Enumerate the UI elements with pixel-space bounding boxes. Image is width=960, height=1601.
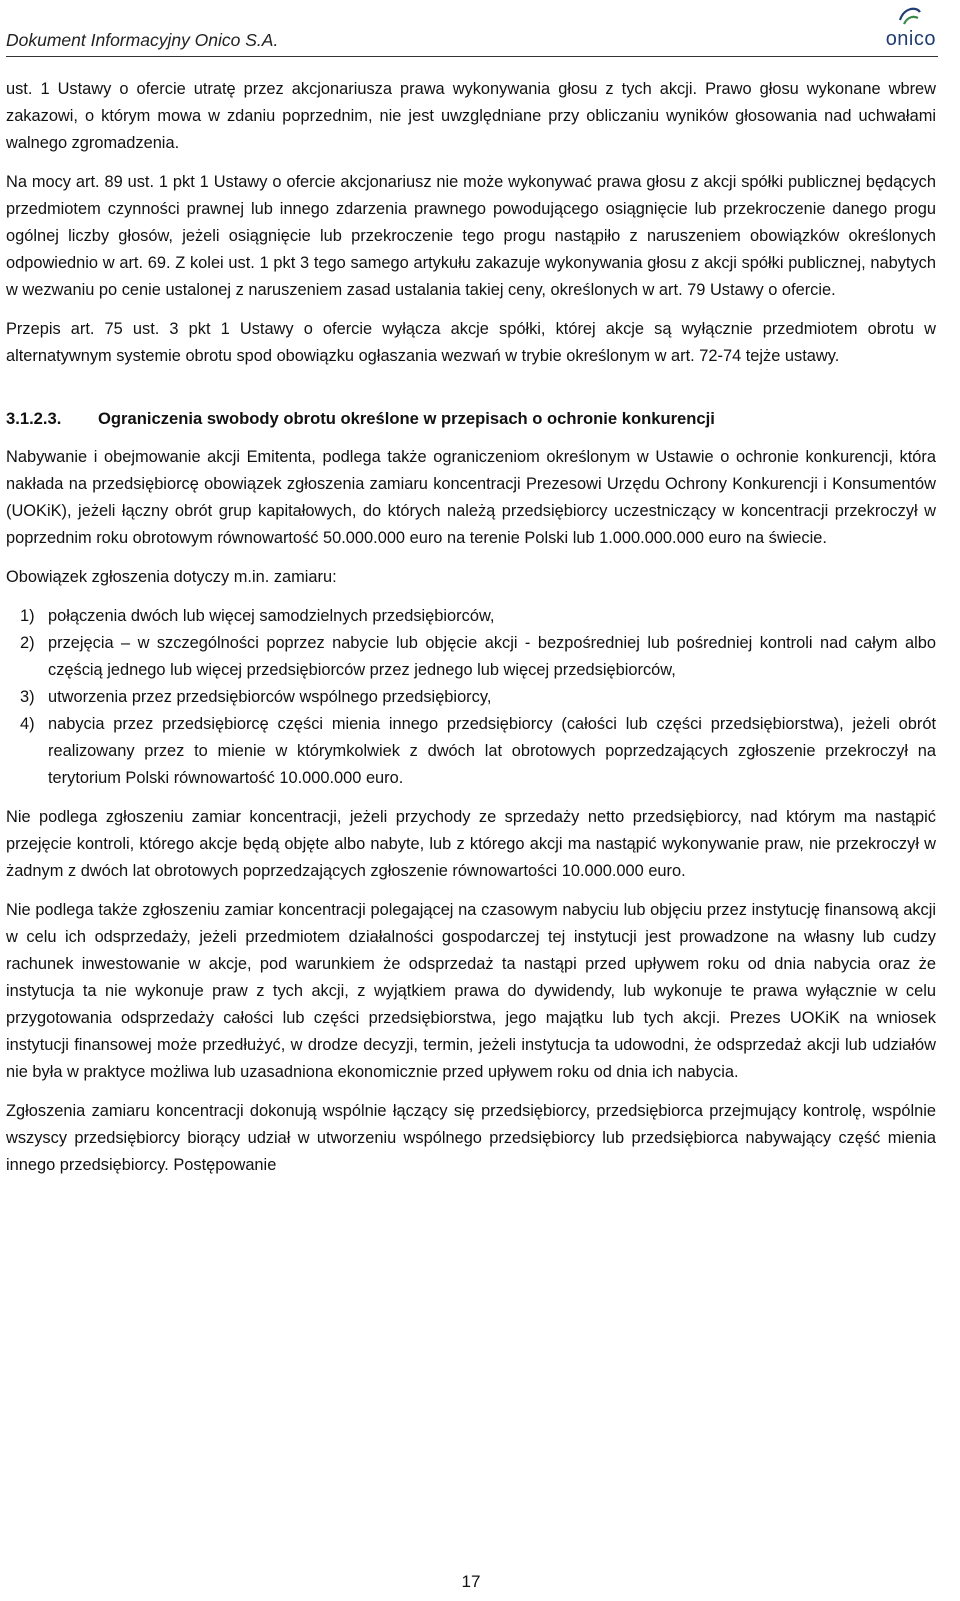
list-item (6, 684, 936, 711)
logo-text: onico (885, 28, 936, 50)
section-heading (6, 405, 936, 432)
logo-swirl-icon (896, 4, 924, 28)
list-item-text: przejęcia – w szczególności poprzez nabycie lub objęcie akcji - bezpośredniej lub pośredniej kontroli nad całym albo częścią jednego lub więcej przedsiębiorców przez jednego lub więcej przedsiębiorców, (48, 634, 936, 679)
paragraph: Obowiązek zgłoszenia dotyczy m.in. zamiaru: (6, 568, 337, 586)
paragraph: Nie podlega także zgłoszeniu zamiar koncentracji polegającej na czasowym nabyciu lub objęciu przez instytucję finansową akcji w celu ich odsprzedaży, jeżeli przedmiotem działalności gospodarczej tej instytucji jest prowadzone na własny lub cudzy rachunek inwestowanie w akcje, pod warunkiem że odsprzedaż ta nastąpi przed upływem roku od dnia nabycia oraz że instytucja ta nie wykonuje praw z tych akcji, z wyjątkiem prawa do dywidendy, lub wykonuje te prawa wyłącznie w celu przygotowania odsprzedaży całości lub części przedsiębiorstwa, jego majątku lub tych akcji. Prezes UOKiK na wniosek instytucji finansowej może przedłużyć, w drodze decyzji, termin, jeżeli instytucja ta udowodni, że odsprzedaż akcji lub udziałów nie była w praktyce możliwa lub uzasadniona ekonomicznie przed upływem roku od dnia ich nabycia. (6, 901, 936, 1081)
paragraph: Na mocy art. 89 ust. 1 pkt 1 Ustawy o ofercie akcjonariusz nie może wykonywać prawa głosu z akcji spółki publicznej będących przedmiotem czynności prawnej lub innego zdarzenia prawnego powodującego osiągnięcie lub przekroczenie danego progu ogólnej liczby głosów, jeżeli osiągnięcie lub przekroczenie tego progu nastąpiło z naruszeniem obowiązków określonych odpowiednio w art. 69. Z kolei ust. 1 pkt 3 tego samego artykułu zakazuje wykonywania głosu z akcji spółki publicznej, nabytych w wezwaniu po cenie ustalonej z naruszeniem zasad ustalania takiej ceny, określonych w art. 79 Ustawy o ofercie. (6, 173, 936, 299)
section-number: 3.1.2.3. (6, 409, 62, 428)
list-item-text: połączenia dwóch lub więcej samodzielnych przedsiębiorców, (48, 607, 495, 625)
section-title: Ograniczenia swobody obrotu określone w przepisach o ochronie konkurencji (98, 409, 715, 428)
document-title: Dokument Informacyjny Onico S.A. (6, 30, 279, 50)
list-item (6, 711, 936, 792)
numbered-list (6, 603, 936, 792)
list-item (6, 630, 936, 684)
document-body (6, 76, 936, 1191)
list-item-number: 3) (20, 688, 35, 706)
list-item-text: nabycia przez przedsiębiorcę części mienia innego przedsiębiorcy (całości lub części przedsiębiorstwa), jeżeli obrót realizowany przez to mienie w którymkolwiek z dwóch lat obrotowych poprzedzających zgłoszenie przekroczył na terytorium Polski równowartość 10.000.000 euro. (48, 715, 936, 787)
page-header (6, 0, 938, 57)
paragraph: Przepis art. 75 ust. 3 pkt 1 Ustawy o ofercie wyłącza akcje spółki, której akcje są wyłącznie przedmiotem obrotu w alternatywnym systemie obrotu spod obowiązku ogłaszania wezwań w trybie określonym w art. 72-74 tejże ustawy. (6, 320, 936, 365)
paragraph: Zgłoszenia zamiaru koncentracji dokonują wspólnie łączący się przedsiębiorcy, przedsiębiorca przejmujący kontrolę, wspólnie wszyscy przedsiębiorcy biorący udział w utworzeniu wspólnego przedsiębiorcy lub przedsiębiorca nabywający część mienia innego przedsiębiorcy. Postępowanie (6, 1102, 936, 1174)
paragraph: Nie podlega zgłoszeniu zamiar koncentracji, jeżeli przychody ze sprzedaży netto przedsiębiorcy, nad którym ma nastąpić przejęcie kontroli, którego akcje będą objęte albo nabyte, lub z którego akcji ma nastąpić wykonywanie praw, nie przekroczył w żadnym z dwóch lat obrotowych poprzedzających zgłoszenie równowartości 10.000.000 euro. (6, 808, 936, 880)
list-item-number: 2) (20, 634, 35, 652)
list-item (6, 603, 936, 630)
onico-logo (874, 4, 938, 52)
paragraph: Nabywanie i obejmowanie akcji Emitenta, podlega także ograniczeniom określonym w Ustawie o ochronie konkurencji, która nakłada na przedsiębiorcę obowiązek zgłoszenia zamiaru koncentracji Prezesowi Urzędu Ochrony Konkurencji i Konsumentów (UOKiK), jeżeli łączny obrót grup kapitałowych, do których należą przedsiębiorcy uczestniczący w koncentracji przekroczył w poprzednim roku obrotowym równowartość 50.000.000 euro na terenie Polski lub 1.000.000.000 euro na świecie. (6, 448, 936, 547)
list-item-text: utworzenia przez przedsiębiorców wspólnego przedsiębiorcy, (48, 688, 492, 706)
list-item-number: 1) (20, 607, 35, 625)
list-item-number: 4) (20, 715, 35, 733)
page-number: 17 (461, 1572, 481, 1591)
paragraph: ust. 1 Ustawy o ofercie utratę przez akcjonariusza prawa wykonywania głosu z tych akcji. Prawo głosu wykonane wbrew zakazowi, o którym mowa w zdaniu poprzednim, nie jest uwzględniane przy obliczaniu wyników głosowania nad uchwałami walnego zgromadzenia. (6, 80, 936, 152)
